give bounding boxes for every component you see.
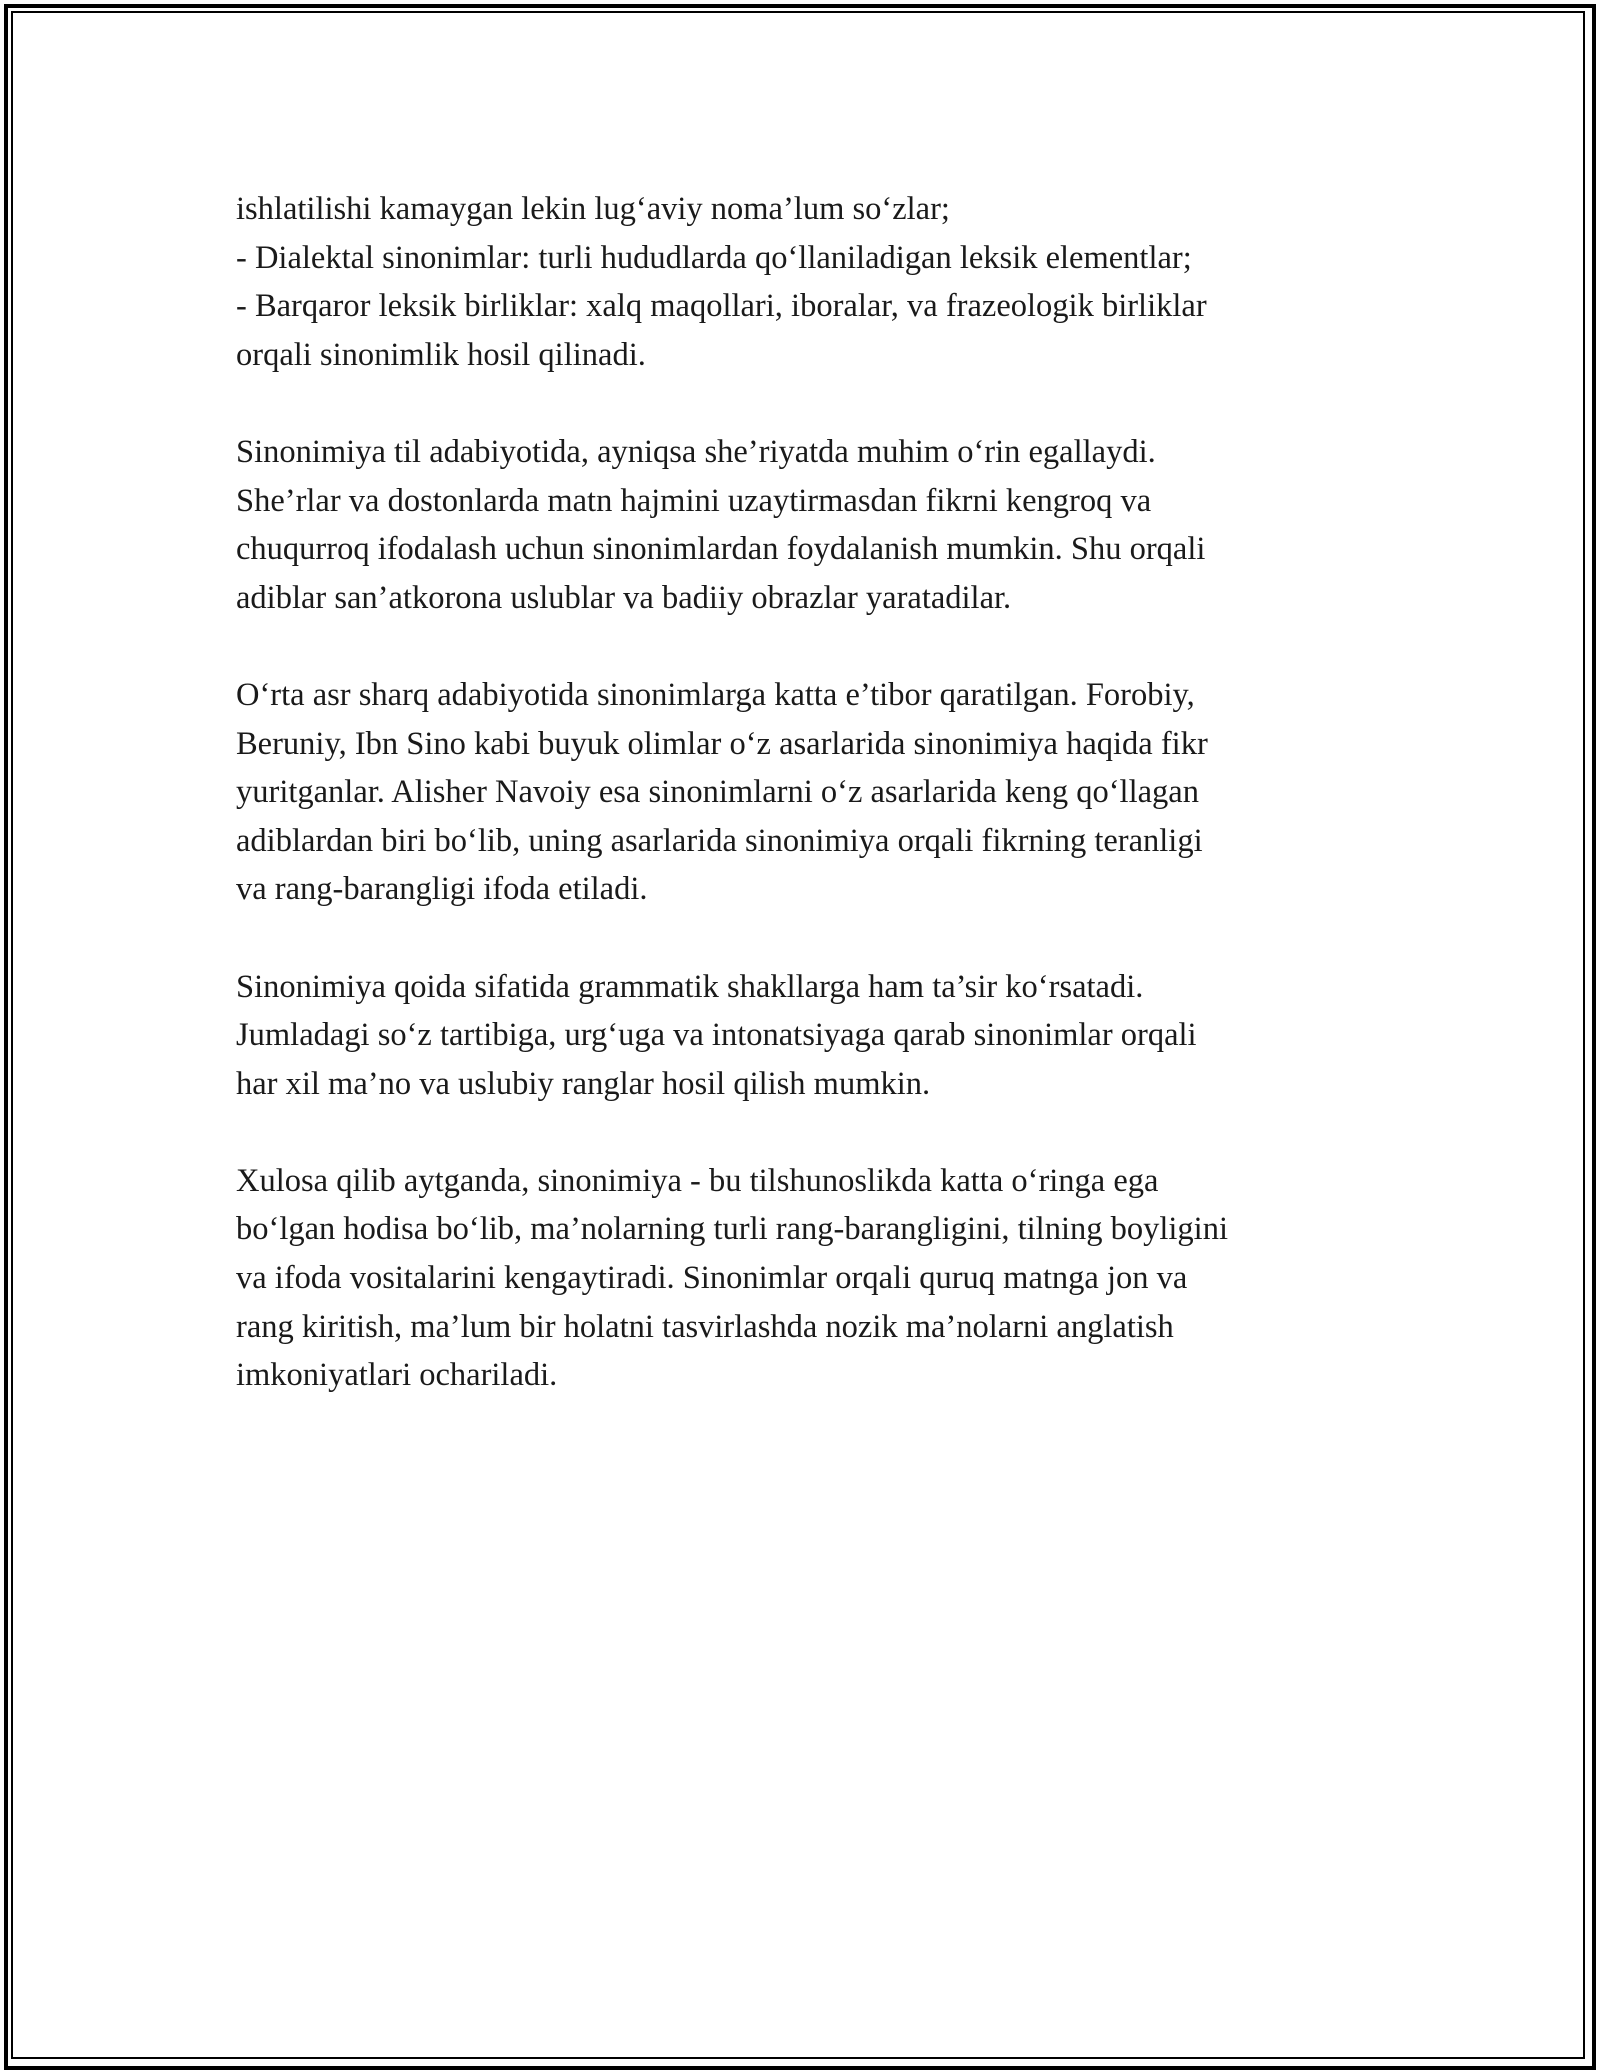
text-line: va rang-barangligi ifoda etiladi. — [236, 871, 648, 908]
text-line: adiblardan biri bo‘lib, uning asarlarida sinonimiya orqali fikrning teranligi — [236, 822, 1203, 859]
text-line: Beruniy, Ibn Sino kabi buyuk olimlar o‘z asarlarida sinonimiya haqida fikr — [236, 725, 1208, 762]
paragraph-1 — [236, 185, 1396, 379]
text-line: - Barqaror leksik birliklar: xalq maqollari, iboralar, va frazeologik birliklar — [236, 288, 1207, 325]
text-line: - Dialektal sinonimlar: turli hududlarda qo‘llaniladigan leksik elementlar; — [236, 239, 1192, 276]
paragraph-2 — [236, 428, 1396, 622]
text-line: chuqurroq ifodalash uchun sinonimlardan foydalanish mumkin. Shu orqali — [236, 531, 1206, 568]
text-line: Sinonimiya qoida sifatida grammatik shakllarga ham ta’sir ko‘rsatadi. — [236, 968, 1144, 1005]
text-line: har xil ma’no va uslubiy ranglar hosil qilish mumkin. — [236, 1065, 931, 1102]
text-line: va ifoda vositalarini kengaytiradi. Sinonimlar orqali quruq matnga jon va — [236, 1260, 1188, 1297]
text-line: Jumladagi so‘z tartibiga, urg‘uga va intonatsiyaga qarab sinonimlar orqali — [236, 1017, 1197, 1054]
text-line: ishlatilishi kamaygan lekin lug‘aviy noma’lum so‘zlar; — [236, 191, 950, 227]
text-line: Xulosa qilib aytganda, sinonimiya - bu tilshunoslikda katta o‘ringa ega — [236, 1162, 1159, 1199]
paragraph-4 — [236, 963, 1396, 1109]
text-line: rang kiritish, ma’lum bir holatni tasvirlashda nozik ma’nolarni anglatish — [236, 1308, 1174, 1345]
text-line: imkoniyatlari ochariladi. — [236, 1357, 558, 1394]
text-line: O‘rta asr sharq adabiyotida sinonimlarga katta e’tibor qaratilgan. Forobiy, — [236, 676, 1195, 713]
paragraph-5 — [236, 1157, 1396, 1400]
text-line: She’rlar va dostonlarda matn hajmini uzaytirmasdan fikrni kengroq va — [236, 482, 1152, 519]
document-body — [236, 185, 1396, 1448]
paragraph-3 — [236, 671, 1396, 914]
text-line: adiblar san’atkorona uslublar va badiiy obrazlar yaratadilar. — [236, 579, 1012, 616]
text-line: yuritganlar. Alisher Navoiy esa sinonimlarni o‘z asarlarida keng qo‘llagan — [236, 774, 1199, 811]
text-line: orqali sinonimlik hosil qilinadi. — [236, 336, 646, 373]
text-line: Sinonimiya til adabiyotida, ayniqsa she’riyatda muhim o‘rin egallaydi. — [236, 433, 1156, 470]
text-line: bo‘lgan hodisa bo‘lib, ma’nolarning turli rang-barangligini, tilning boyligini — [236, 1211, 1228, 1248]
